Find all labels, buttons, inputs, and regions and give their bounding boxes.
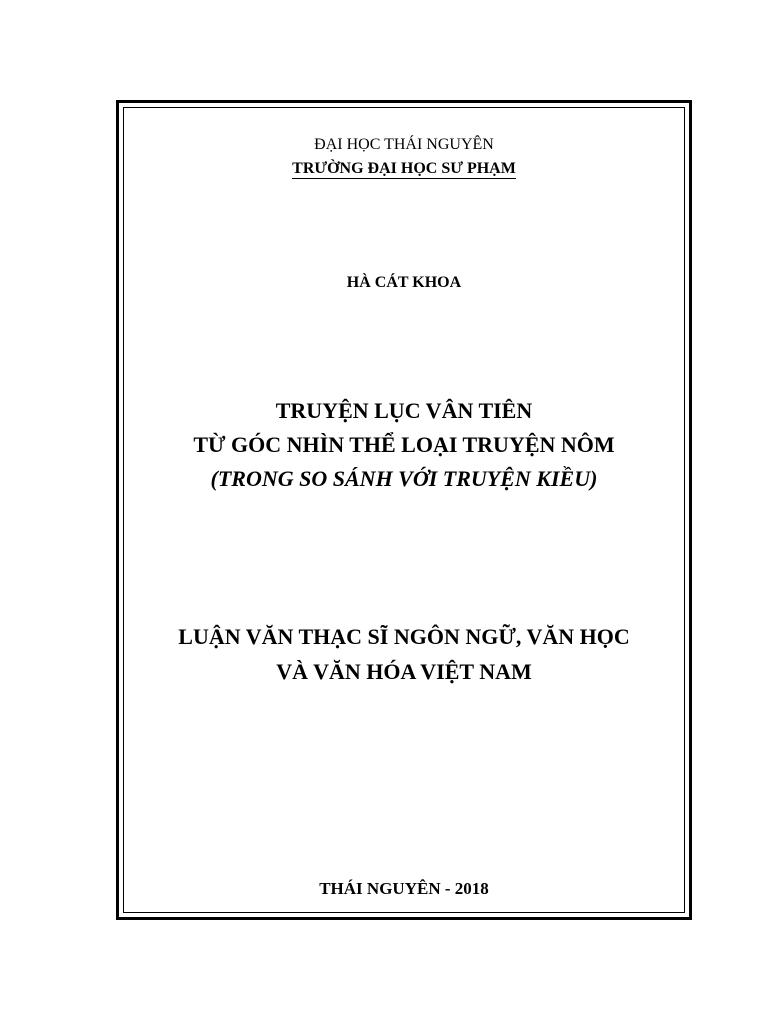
thesis-title-line-2: TỪ GÓC NHÌN THỂ LOẠI TRUYỆN NÔM [193, 432, 615, 457]
degree-type-line-1: LUẬN VĂN THẠC SĨ NGÔN NGỮ, VĂN HỌC [178, 624, 630, 649]
thesis-title-line-3: (TRONG SO SÁNH VỚI TRUYỆN KIỀU) [210, 466, 598, 491]
cover-page-border [116, 100, 692, 920]
thesis-title-line-1: TRUYỆN LỤC VÂN TIÊN [275, 398, 533, 423]
place-and-year: THÁI NGUYÊN - 2018 [319, 879, 489, 898]
degree-type-line-2: VÀ VĂN HÓA VIỆT NAM [276, 659, 532, 684]
cover-page-inner-border [123, 107, 685, 913]
college-name-text: TRƯỜNG ĐẠI HỌC SƯ PHẠM [292, 160, 516, 177]
author-name: HÀ CÁT KHOA [346, 274, 462, 291]
university-name: ĐẠI HỌC THÁI NGUYÊN [314, 136, 494, 153]
college-name [124, 161, 684, 177]
